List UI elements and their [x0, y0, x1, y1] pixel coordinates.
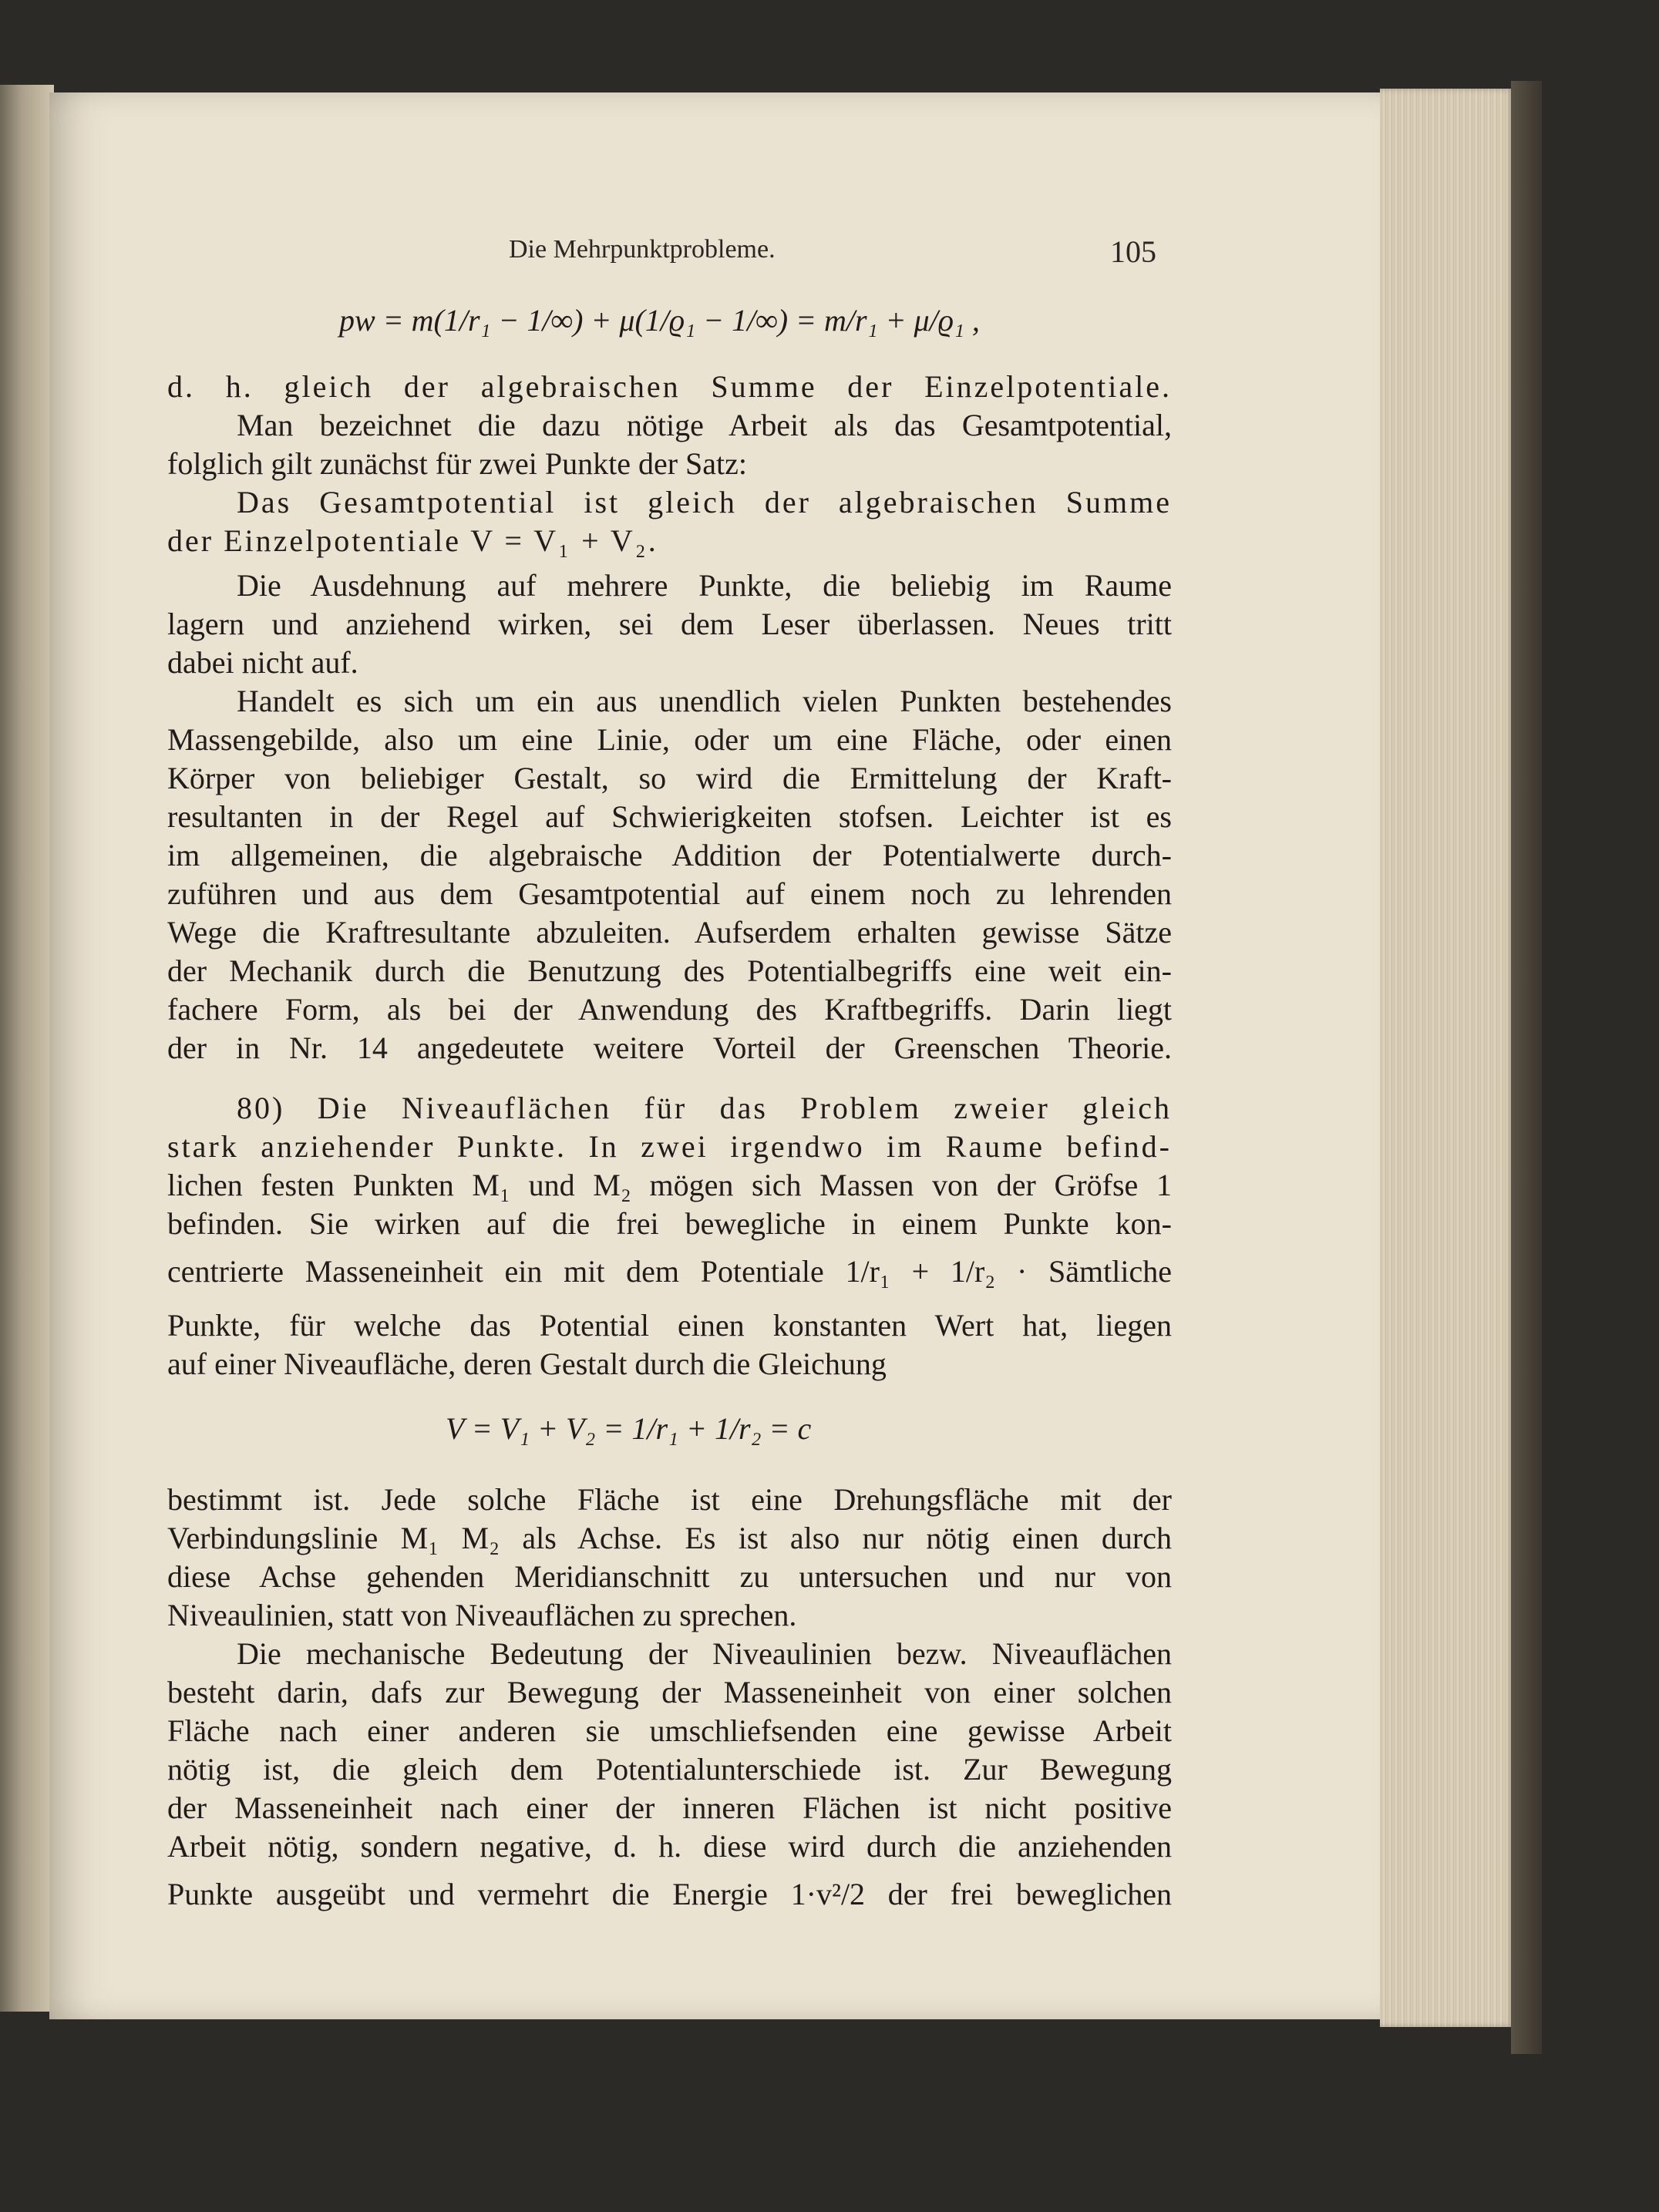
- book-cover-edge: [1511, 81, 1542, 2054]
- text-line: Punkte ausgeübt und vermehrt die Energie 1·v²/2 der frei beweglichen: [167, 1877, 1172, 1911]
- theorem-line: der Einzelpotentiale V = V₁ + V₂.: [167, 523, 658, 558]
- text-line: Punkte, für welche das Potential einen konstanten Wert hat, liegen: [167, 1308, 1172, 1343]
- text-line: der in Nr. 14 angedeutete weitere Vorteil der Greenschen Theorie.: [167, 1030, 1172, 1065]
- text-line: folglich gilt zunächst für zwei Punkte der Satz:: [167, 446, 748, 481]
- text-line: Verbindungslinie M₁ M₂ als Achse. Es ist also nur nötig einen durch: [167, 1521, 1172, 1555]
- text-line: lichen festen Punkten M₁ und M₂ mögen sich Massen von der Gröfse 1: [167, 1168, 1172, 1202]
- theorem-line: Das Gesamtpotential ist gleich der algebraischen Summe: [237, 485, 1172, 519]
- text-line: diese Achse gehenden Meridianschnitt zu untersuchen und nur von: [167, 1559, 1172, 1594]
- text-line: Arbeit nötig, sondern negative, d. h. diese wird durch die anziehenden: [167, 1829, 1172, 1864]
- text-line: Niveaulinien, statt von Niveauflächen zu sprechen.: [167, 1598, 797, 1632]
- formula-work: pw = m(1/r₁ − 1/∞) + μ(1/ϱ₁ − 1/∞) = m/r₁ + μ/ϱ₁ ,: [339, 303, 980, 338]
- text-line: Die Ausdehnung auf mehrere Punkte, die beliebig im Raume: [237, 568, 1172, 603]
- section-heading-line: stark anziehender Punkte. In zwei irgendwo im Raume befind-: [167, 1129, 1172, 1164]
- facing-page-edge: [0, 85, 54, 2012]
- text-line: Körper von beliebiger Gestalt, so wird die Ermittelung der Kraft-: [167, 761, 1172, 795]
- text-line: d. h. gleich der algebraischen Summe der Einzelpotentiale.: [167, 369, 1172, 404]
- text-line: Die mechanische Bedeutung der Niveaulinien bezw. Niveauflächen: [237, 1636, 1172, 1671]
- text-line: im allgemeinen, die algebraische Addition der Potentialwerte durch-: [167, 838, 1172, 872]
- text-line: befinden. Sie wirken auf die frei bewegliche in einem Punkte kon-: [167, 1206, 1172, 1241]
- text-line: dabei nicht auf.: [167, 645, 358, 680]
- text-line: Wege die Kraftresultante abzuleiten. Aufserdem erhalten gewisse Sätze: [167, 915, 1172, 950]
- formula-potential: V = V₁ + V₂ = 1/r₁ + 1/r₂ = c: [446, 1411, 812, 1446]
- text-line: der Masseneinheit nach einer der inneren Flächen ist nicht positive: [167, 1790, 1172, 1825]
- text-line: bestimmt ist. Jede solche Fläche ist eine Drehungsfläche mit der: [167, 1482, 1172, 1517]
- text-line: Massengebilde, also um eine Linie, oder um eine Fläche, oder einen: [167, 722, 1172, 757]
- text-line: lagern und anziehend wirken, sei dem Leser überlassen. Neues tritt: [167, 607, 1172, 641]
- text-line: besteht darin, dafs zur Bewegung der Masseneinheit von einer solchen: [167, 1675, 1172, 1709]
- running-head-title: Die Mehrpunktprobleme.: [509, 235, 776, 264]
- text-line: centrierte Masseneinheit ein mit dem Potentiale 1/r₁ + 1/r₂ · Sämtliche: [167, 1254, 1172, 1289]
- text-line: der Mechanik durch die Benutzung des Potentialbegriffs eine weit ein-: [167, 953, 1172, 988]
- text-line: fachere Form, als bei der Anwendung des Kraftbegriffs. Darin liegt: [167, 992, 1172, 1027]
- text-line: zuführen und aus dem Gesamtpotential auf einem noch zu lehrenden: [167, 876, 1172, 911]
- text-line: resultanten in der Regel auf Schwierigkeiten stofsen. Leichter ist es: [167, 799, 1172, 834]
- page-fore-edge: [1380, 89, 1515, 2027]
- text-line: Fläche nach einer anderen sie umschliefsenden eine gewisse Arbeit: [167, 1713, 1172, 1748]
- text-line: auf einer Niveaufläche, deren Gestalt durch die Gleichung: [167, 1346, 887, 1381]
- page-number: 105: [1110, 234, 1156, 269]
- section-heading-line: 80) Die Niveauflächen für das Problem zweier gleich: [237, 1091, 1172, 1125]
- text-line: Man bezeichnet die dazu nötige Arbeit als das Gesamtpotential,: [237, 408, 1172, 442]
- running-head: [0, 235, 1659, 281]
- text-line: nötig ist, die gleich dem Potentialunterschiede ist. Zur Bewegung: [167, 1752, 1172, 1787]
- text-line: Handelt es sich um ein aus unendlich vielen Punkten bestehendes: [237, 684, 1172, 718]
